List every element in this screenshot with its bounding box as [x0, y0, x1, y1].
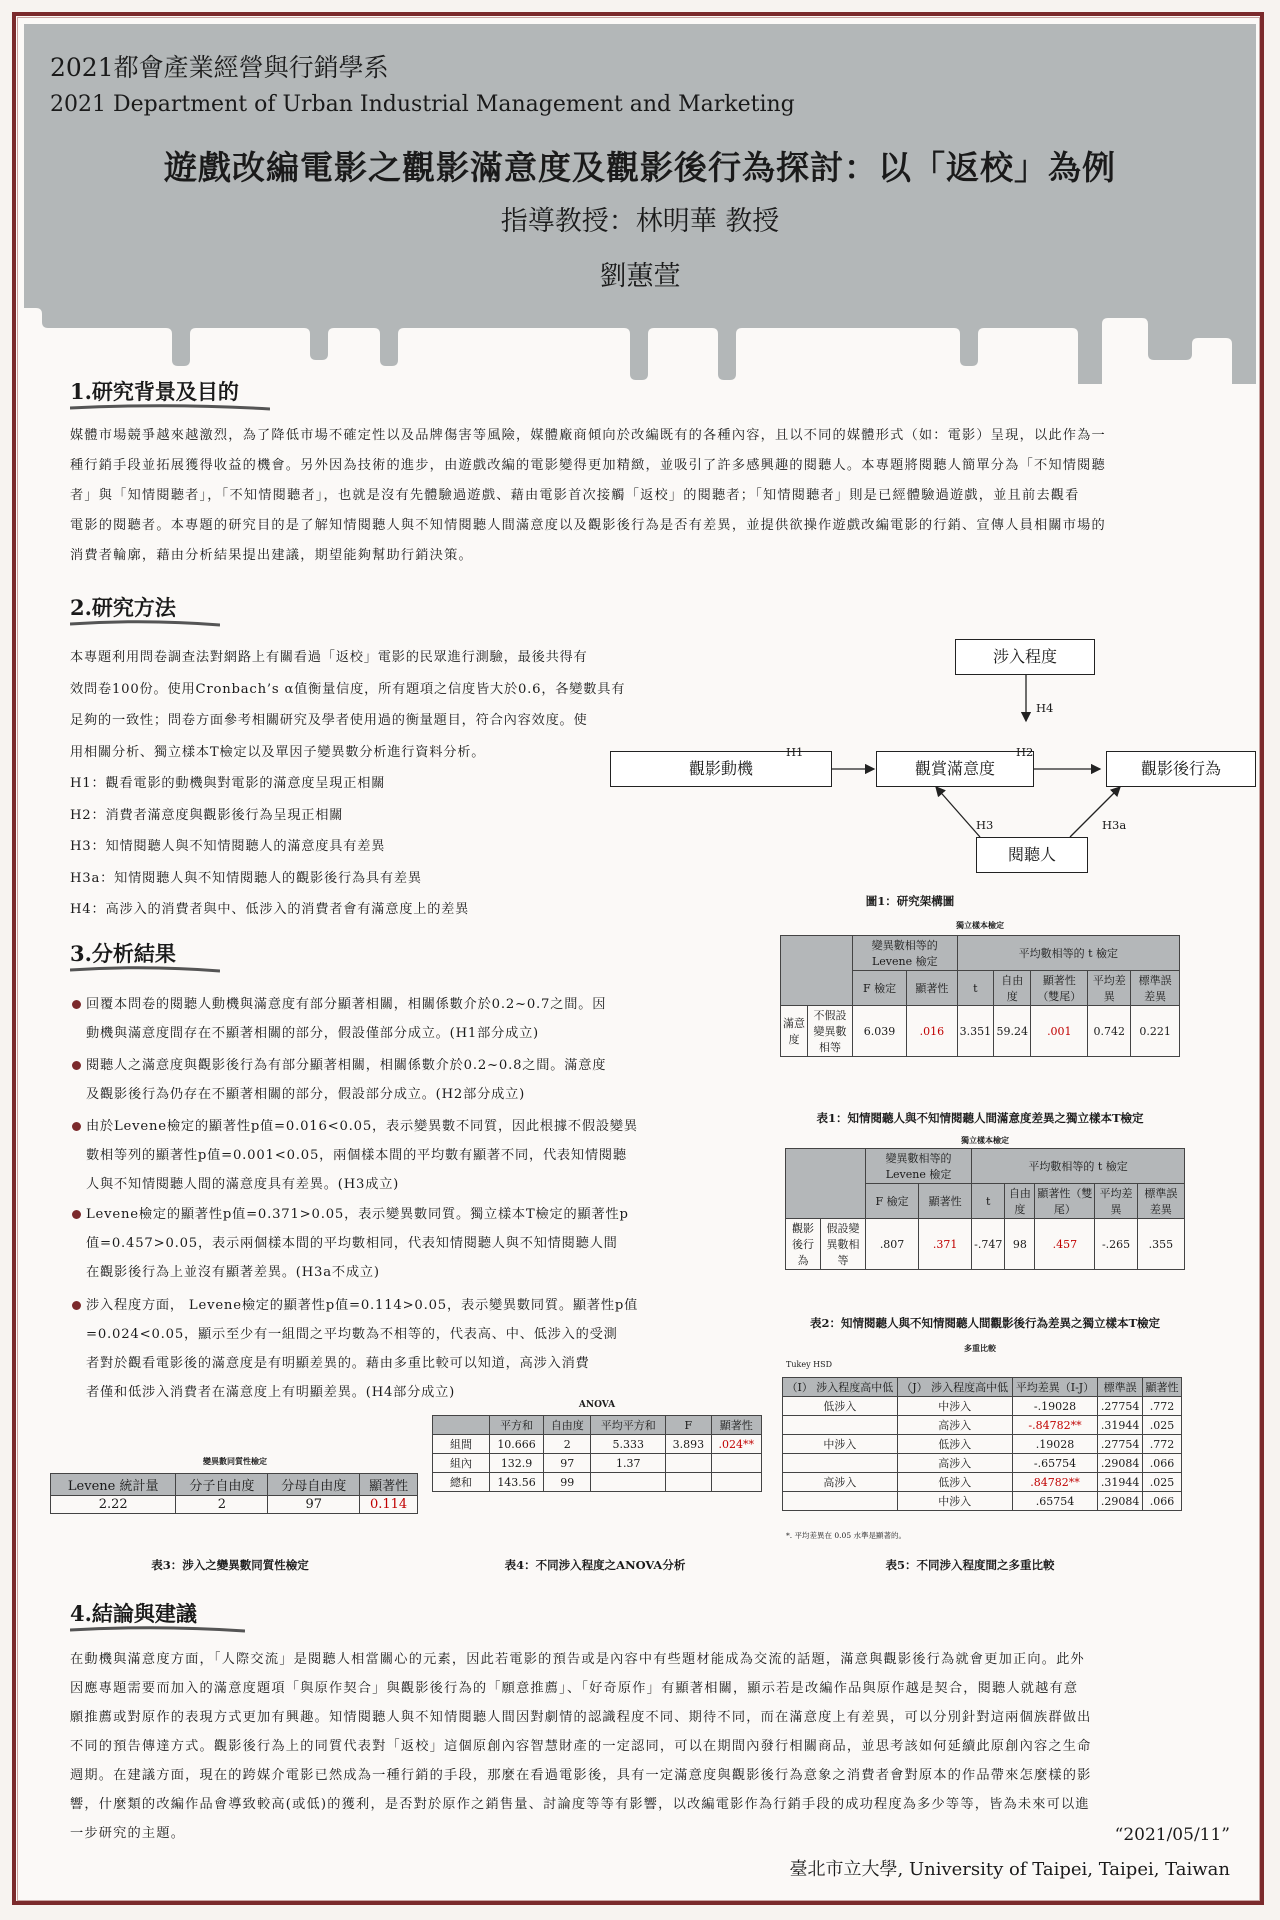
- hypothesis-h3a: H3a：知情閱聽人與不知情閱聽人的觀影後行為具有差異: [70, 870, 422, 886]
- table-4-cell: 總和: [433, 1473, 490, 1492]
- table-5-cell: .025: [1142, 1416, 1181, 1435]
- hypothesis-h3: H3：知情閱聽人與不知情閱聽人的滿意度具有差異: [70, 839, 386, 854]
- section-2-body: [70, 642, 690, 926]
- table-4-cell: 3.893: [666, 1435, 711, 1454]
- table-2-col: 自由度: [1005, 1184, 1035, 1219]
- table-4-col: F: [666, 1416, 711, 1435]
- table-1-corner: [781, 936, 853, 1006]
- table-5-cell: [783, 1492, 898, 1511]
- university-name: 臺北市立大學, University of Taipei, Taipei, Taiwan: [789, 1859, 1230, 1880]
- table-1-col: 顯著性: [907, 971, 958, 1006]
- s4-line: 一步研究的主題。: [70, 1826, 186, 1841]
- result-bullet-5: [72, 1291, 696, 1407]
- node-involvement: 涉入程度: [955, 639, 1095, 675]
- table-1-cell: 3.351: [957, 1006, 994, 1057]
- section-4-title-text: 4.結論與建議: [70, 1601, 197, 1626]
- table-2-row-sub: 假設變異數相等: [821, 1219, 866, 1270]
- table-2-col: 平均差異: [1095, 1184, 1137, 1219]
- underline-stroke: [70, 965, 220, 975]
- table-3-caption: 表3：涉入之變異數同質性檢定: [151, 1558, 309, 1572]
- bullet-line: 者僅和低涉入消費者在滿意度上有明顯差異。(H4部分成立): [86, 1385, 456, 1400]
- table-5-cell: 中涉入: [783, 1435, 898, 1454]
- label-h4: H4: [1036, 701, 1054, 715]
- table-5-col: 標準誤: [1098, 1378, 1143, 1397]
- hypothesis-h1: H1：觀看電影的動機與對電影的滿意度呈現正相關: [70, 776, 386, 791]
- table-4-cell: 5.333: [591, 1435, 666, 1454]
- s4-line: 因應專題需要而加入的滿意度題項「與原作契合」與觀影後行為的「願意推薦」、「好奇原作」有顯著相關，顯示若是改編作品與原作越是契合，閱聽人就越有意: [70, 1681, 1079, 1696]
- bullet-line: 在觀影後行為上並沒有顯著差異。(H3a不成立): [86, 1265, 380, 1280]
- table-1-row-label: 滿意度: [781, 1006, 808, 1057]
- table-1-col: t: [957, 971, 994, 1006]
- s1-line: 媒體市場競爭越來越激烈，為了降低市場不確定性以及品牌傷害等風險，媒體廠商傾向於改編既有的各種內容，且以不同的媒體形式（如：電影）呈現，以此作為一: [70, 428, 1106, 443]
- table-5-cell: .772: [1142, 1435, 1181, 1454]
- table-5-cell: -.84782**: [1012, 1416, 1098, 1435]
- table-2: [785, 1148, 1185, 1270]
- table-3-col: 分子自由度: [176, 1474, 268, 1496]
- table-4-top-label: ANOVA: [578, 1400, 616, 1410]
- department-english: 2021 Department of Urban Industrial Management and Marketing: [50, 92, 795, 117]
- author: 劉蕙萱: [599, 261, 681, 292]
- underline-stroke: [70, 1625, 245, 1635]
- s2-line: 本專題利用問卷調查法對網路上有關看過「返校」電影的民眾進行測驗，最後共得有: [70, 650, 588, 665]
- table-1-col: F 檢定: [853, 971, 907, 1006]
- table-1-col: 平均差異: [1088, 971, 1131, 1006]
- table-3-col: Levene 統計量: [51, 1474, 176, 1496]
- table-5-cell: 高涉入: [897, 1454, 1012, 1473]
- node-satisfaction: 觀賞滿意度: [876, 751, 1034, 787]
- table-3-col: 分母自由度: [268, 1474, 360, 1496]
- label-h1: H1: [786, 745, 804, 759]
- table-4-cell: 143.56: [490, 1473, 544, 1492]
- table-1-levene-header: 變異數相等的 Levene 檢定: [853, 936, 958, 971]
- bullet-line: 涉入程度方面， Levene檢定的顯著性p值=0.114>0.05，表示變異數同質。顯著性p值: [86, 1298, 639, 1313]
- table-4-cell: [711, 1454, 761, 1473]
- table-4-cell: 1.37: [591, 1454, 666, 1473]
- bullet-line: 動機與滿意度間存在不顯著相關的部分，假設僅部分成立。(H1部分成立): [86, 1026, 540, 1041]
- table-5-cell: .27754: [1098, 1397, 1143, 1416]
- table-5-cell: -.19028: [1012, 1397, 1098, 1416]
- s4-line: 在動機與滿意度方面，「人際交流」是閱聽人相當關心的元素，因此若電影的預告或是內容中有些題材能成為交流的話題，滿意與觀影後行為就會更加正向。此外: [70, 1652, 1085, 1667]
- s1-line: 消費者輪廓，藉由分析結果提出建議，期望能夠幫助行銷決策。: [70, 548, 473, 563]
- section-2-title: [70, 592, 176, 622]
- table-5-cell: 低涉入: [897, 1473, 1012, 1492]
- table-5-cell: .31944: [1098, 1416, 1143, 1435]
- table-2-ttest-header: 平均數相等的 t 檢定: [972, 1149, 1185, 1184]
- bullet-line: 由於Levene檢定的顯著性p值=0.016<0.05，表示變異數不同質，因此根據不假設變異: [86, 1119, 638, 1134]
- table-5-cell: .27754: [1098, 1435, 1143, 1454]
- header-banner: [24, 24, 1256, 374]
- table-1-cell: 0.742: [1088, 1006, 1131, 1057]
- figure-1-caption: 圖1：研究架構圖: [865, 894, 955, 908]
- bullet-line: Levene檢定的顯著性p值=0.371>0.05，表示變異數同質。獨立樣本T檢定的顯著性p: [86, 1207, 629, 1222]
- underline-stroke: [70, 403, 270, 413]
- table-4-cell: [711, 1473, 761, 1492]
- table-1-col: 標準誤差異: [1131, 971, 1180, 1006]
- table-2-caption: 表2：知情閱聽人與不知情閱聽人間觀影後行為差異之獨立樣本T檢定: [809, 1316, 1161, 1330]
- table-4-cell: [591, 1473, 666, 1492]
- table-2-col: t: [972, 1184, 1005, 1219]
- s1-line: 種行銷手段並拓展獲得收益的機會。另外因為技術的進步，由遊戲改編的電影變得更加精緻，並吸引了許多感興趣的閱聽人。本專題將閱聽人簡單分為「不知情閱聽: [70, 458, 1106, 473]
- section-4-title: [70, 1598, 197, 1628]
- label-h2: H2: [1016, 745, 1034, 759]
- research-framework-diagram: [600, 635, 1221, 895]
- table-2-row-label: 觀影後行為: [786, 1219, 821, 1270]
- hypothesis-h4: H4：高涉入的消費者與中、低涉入的消費者會有滿意度上的差異: [70, 902, 470, 917]
- table-4-cell: 99: [544, 1473, 591, 1492]
- table-5-caption: 表5：不同涉入程度間之多重比較: [885, 1558, 1055, 1572]
- result-bullet-1: [72, 990, 696, 1048]
- table-5-cell: 低涉入: [783, 1397, 898, 1416]
- bullet-line: 值=0.457>0.05，表示兩個樣本間的平均數相同，代表知情閱聽人與不知情閱聽人間: [86, 1236, 618, 1251]
- table-3: [50, 1473, 418, 1514]
- s4-line: 響，什麼類的改編作品會導致較高(或低)的獲利，是否對於原作之銷售量、討論度等等有影響，以改編電影作為行銷手段的成功程度為多少等等，皆為未來可以進: [70, 1797, 1090, 1812]
- table-4-cell: 10.666: [490, 1435, 544, 1454]
- section-3-title-text: 3.分析結果: [70, 941, 176, 966]
- table-5-note: *. 平均差異在 0.05 水準是顯著的。: [786, 1531, 906, 1540]
- table-1-col: 顯著性（雙尾）: [1031, 971, 1088, 1006]
- node-motive: 觀影動機: [610, 751, 832, 787]
- table-3-cell: 2.22: [51, 1496, 176, 1514]
- table-4-col: 平方和: [490, 1416, 544, 1435]
- table-5-subtitle: Tukey HSD: [786, 1360, 833, 1369]
- table-5-cell: .066: [1142, 1454, 1181, 1473]
- bullet-line: 人與不知情閱聽人間的滿意度具有差異。(H3成立): [86, 1177, 400, 1192]
- s4-line: 願推薦或對原作的表現方式更加有興趣。知情閱聽人與不知情閱聽人間因對劇情的認識程度不同、期待不同，而在滿意度上有差異，可以分別針對這兩個族群做出: [70, 1710, 1092, 1725]
- table-4-corner: [433, 1416, 490, 1435]
- table-5-cell: .84782**: [1012, 1473, 1098, 1492]
- node-behavior: 觀影後行為: [1106, 751, 1256, 787]
- result-bullet-4: [72, 1200, 696, 1287]
- table-5-cell: 高涉入: [897, 1416, 1012, 1435]
- table-3-cell: 0.114: [360, 1496, 418, 1514]
- table-5: [782, 1377, 1182, 1511]
- section-1-title: [70, 376, 239, 406]
- underline-stroke: [70, 619, 220, 629]
- table-1-cell: 59.24: [994, 1006, 1031, 1057]
- table-2-corner: [786, 1149, 866, 1219]
- table-2-cell: .355: [1137, 1219, 1184, 1270]
- s2-line: 效問卷100份。使用Cronbach’s α值衡量信度，所有題項之信度皆大於0.6，各變數具有: [70, 681, 626, 697]
- section-2-title-text: 2.研究方法: [70, 595, 176, 620]
- table-1-row-sub: 不假設變異數相等: [808, 1006, 853, 1057]
- table-2-col: 顯著性: [919, 1184, 972, 1219]
- table-5-cell: .29084: [1098, 1454, 1143, 1473]
- table-1-top-label: 獨立樣本檢定: [956, 920, 1004, 930]
- table-2-cell: .457: [1035, 1219, 1095, 1270]
- table-5-cell: -.65754: [1012, 1454, 1098, 1473]
- table-5-cell: .31944: [1098, 1473, 1143, 1492]
- table-2-col: F 檢定: [866, 1184, 919, 1219]
- table-4-cell: [666, 1454, 711, 1473]
- s1-line: 電影的閱聽者。本專題的研究目的是了解知情閱聽人與不知情閱聽人間滿意度以及觀影後行為是否有差異，並提供欲操作遊戲改編電影的行銷、宣傳人員相關市場的: [70, 518, 1106, 533]
- table-4-cell: .024**: [711, 1435, 761, 1454]
- table-1-cell: 6.039: [853, 1006, 907, 1057]
- s2-line: 足夠的一致性；問卷方面參考相關研究及學者使用過的衡量題目，符合內容效度。使: [70, 713, 588, 728]
- table-2-levene-header: 變異數相等的 Levene 檢定: [866, 1149, 972, 1184]
- table-4-cell: 組內: [433, 1454, 490, 1473]
- poster-date: “2021/05/11”: [1114, 1825, 1230, 1845]
- label-h3: H3: [976, 818, 994, 832]
- table-5-col: （J） 涉入程度高中低: [897, 1378, 1012, 1397]
- table-1: [780, 935, 1180, 1057]
- table-5-top-label: 多重比較: [964, 1343, 996, 1353]
- table-4-cell: [666, 1473, 711, 1492]
- table-4-cell: 2: [544, 1435, 591, 1454]
- table-4: [432, 1415, 762, 1492]
- section-1-title-text: 1.研究背景及目的: [70, 379, 239, 404]
- table-1-ttest-header: 平均數相等的 t 檢定: [957, 936, 1179, 971]
- table-5-cell: 中涉入: [897, 1397, 1012, 1416]
- table-5-cell: .025: [1142, 1473, 1181, 1492]
- table-5-cell: .65754: [1012, 1492, 1098, 1511]
- bullet-line: =0.024<0.05，顯示至少有一組間之平均數為不相等的，代表高、中、低涉入的受測: [86, 1327, 618, 1342]
- table-1-caption: 表1：知情閱聽人與不知情閱聽人間滿意度差異之獨立樣本T檢定: [816, 1111, 1144, 1125]
- table-2-cell: .807: [866, 1219, 919, 1270]
- table-3-cell: 2: [176, 1496, 268, 1514]
- advisor: 指導教授：林明華 教授: [500, 206, 780, 237]
- table-5-cell: [783, 1416, 898, 1435]
- result-bullet-2: [72, 1051, 696, 1109]
- poster-title: 遊戲改編電影之觀影滿意度及觀影後行為探討：以「返校」為例: [164, 148, 1116, 187]
- table-4-cell: 97: [544, 1454, 591, 1473]
- table-2-cell: 98: [1005, 1219, 1035, 1270]
- bullet-line: 回覆本問卷的閱聽人動機與滿意度有部分顯著相關，相關係數介於0.2~0.7之間。因: [86, 997, 607, 1012]
- table-4-col: 自由度: [544, 1416, 591, 1435]
- table-4-caption: 表4：不同涉入程度之ANOVA分析: [504, 1558, 686, 1572]
- table-5-cell: 中涉入: [897, 1492, 1012, 1511]
- table-5-col: （I） 涉入程度高中低: [783, 1378, 898, 1397]
- table-5-cell: .066: [1142, 1492, 1181, 1511]
- section-1-body: [70, 421, 1212, 571]
- table-1-col: 自由度: [994, 971, 1031, 1006]
- table-4-cell: 132.9: [490, 1454, 544, 1473]
- table-1-cell: .001: [1031, 1006, 1088, 1057]
- s4-line: 不同的預告傳達方式。觀影後行為上的同質代表對「返校」這個原創內容智慧財產的一定認同，可以在期間內發行相關商品，並思考該如何延續此原創內容之生命: [70, 1739, 1092, 1754]
- table-2-col: 標準誤差異: [1137, 1184, 1184, 1219]
- bullet-line: 閱聽人之滿意度與觀影後行為有部分顯著相關，相關係數介於0.2~0.8之間。滿意度: [86, 1058, 607, 1073]
- table-2-cell: -.747: [972, 1219, 1005, 1270]
- table-1-cell: 0.221: [1131, 1006, 1180, 1057]
- table-5-col: 顯著性: [1142, 1378, 1181, 1397]
- table-3-cell: 97: [268, 1496, 360, 1514]
- table-4-cell: 組間: [433, 1435, 490, 1454]
- table-5-col: 平均差異（I-J）: [1012, 1378, 1098, 1397]
- hypothesis-h2: H2：消費者滿意度與觀影後行為呈現正相關: [70, 807, 344, 823]
- table-5-cell: .29084: [1098, 1492, 1143, 1511]
- bullet-line: 者對於觀看電影後的滿意度是有明顯差異的。藉由多重比較可以知道，高涉入消費: [86, 1356, 590, 1371]
- node-audience: 閱聽人: [976, 837, 1088, 873]
- section-4-body: [70, 1645, 1212, 1848]
- table-4-col: 顯著性: [711, 1416, 761, 1435]
- s4-line: 週期。在建議方面，現在的跨媒介電影已然成為一種行銷的手段，那麼在看過電影後，具有一定滿意度與觀影後行為意象之消費者會對原本的作品帶來怎麼樣的影: [70, 1768, 1092, 1783]
- table-2-top-label: 獨立樣本檢定: [961, 1135, 1009, 1145]
- table-3-top-label: 變異數同質性檢定: [203, 1456, 267, 1466]
- s1-line: 者」與「知情閱聽者」，「不知情閱聽者」，也就是沒有先體驗過遊戲、藉由電影首次接觸「返校」的閱聽者；「知情閱聽者」則是已經體驗過遊戲，並且前去觀看: [70, 488, 1080, 503]
- result-bullet-3: [72, 1112, 696, 1199]
- bullet-line: 數相等列的顯著性p值=0.001<0.05，兩個樣本間的平均數有顯著不同，代表知情閱聽: [86, 1148, 627, 1163]
- table-5-cell: .772: [1142, 1397, 1181, 1416]
- table-1-cell: .016: [907, 1006, 958, 1057]
- table-2-cell: -.265: [1095, 1219, 1137, 1270]
- table-4-col: 平均平方和: [591, 1416, 666, 1435]
- table-5-cell: 低涉入: [897, 1435, 1012, 1454]
- bullet-line: 及觀影後行為仍存在不顯著相關的部分，假設部分成立。(H2部分成立): [86, 1087, 526, 1102]
- table-5-cell: 高涉入: [783, 1473, 898, 1492]
- department-chinese: 2021都會產業經營與行銷學系: [50, 53, 389, 82]
- s2-line: 用相關分析、獨立樣本T檢定以及單因子變異數分析進行資料分析。: [70, 744, 486, 760]
- table-5-cell: [783, 1454, 898, 1473]
- table-3-col: 顯著性: [360, 1474, 418, 1496]
- section-3-title: [70, 938, 176, 968]
- table-2-col: 顯著性（雙尾）: [1035, 1184, 1095, 1219]
- table-2-cell: .371: [919, 1219, 972, 1270]
- table-5-cell: .19028: [1012, 1435, 1098, 1454]
- label-h3a: H3a: [1102, 818, 1127, 832]
